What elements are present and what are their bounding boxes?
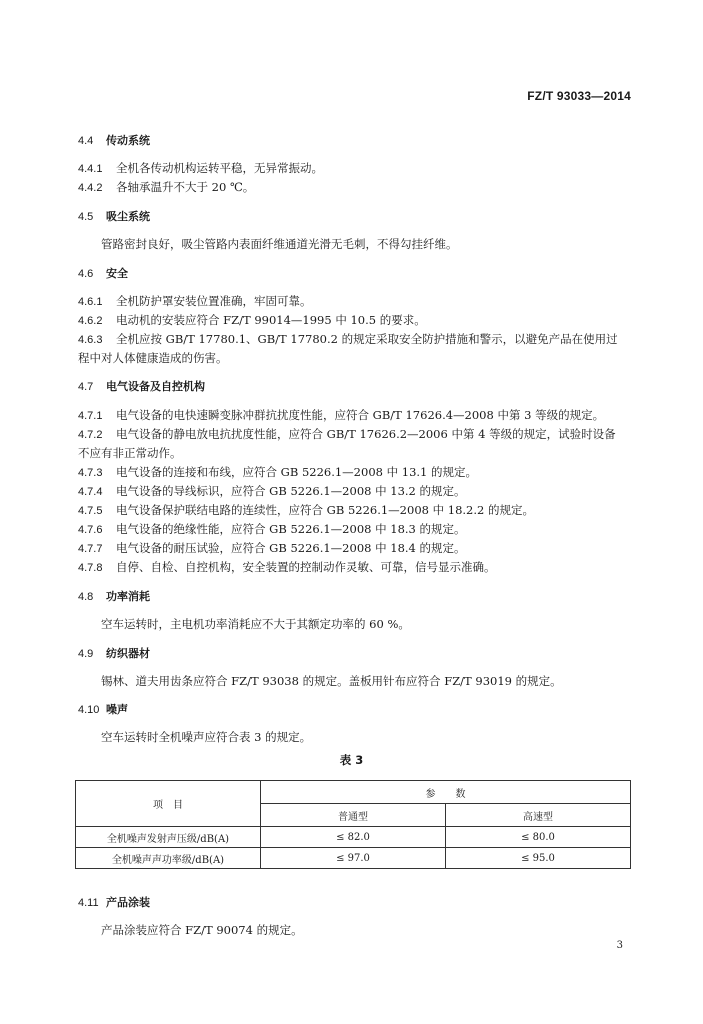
table-3-caption: 表 3 (339, 753, 364, 767)
clause-text: 全机防护罩安装位置准确，牢固可靠。 (116, 294, 312, 308)
document-id-header: FZ/T 93033—2014 (527, 89, 631, 103)
section-title: 电气设备及自控机构 (106, 380, 205, 393)
clause-text: 各轴承温升不大于 20 ℃。 (116, 180, 255, 194)
clause-text-line-1: 电气设备的静电放电抗扰度性能，应符合 GB/T 17626.2—2006 中第 4 等级的规定，试验时设备 (116, 427, 616, 441)
clause-number: 4.7.8 (78, 562, 103, 574)
section-title: 噪声 (106, 703, 128, 716)
clause-number: 4.6.1 (78, 296, 103, 308)
clause-4-6-2 (78, 311, 631, 331)
clause-4-4-1 (78, 159, 631, 179)
clause-text: 全机各传动机构运转平稳，无异常振动。 (116, 161, 323, 175)
section-number: 4.6 (78, 268, 94, 280)
section-4-10-paragraph: 空车运转时全机噪声应符合表 3 的规定。 (101, 730, 312, 744)
section-4-8-heading (78, 587, 631, 607)
section-title: 产品涂装 (106, 896, 150, 909)
table-cell-normal: ≤ 82.0 (261, 827, 446, 848)
clause-4-7-4 (78, 482, 631, 502)
clause-text: 电气设备的电快速瞬变脉冲群抗扰度性能，应符合 GB/T 17626.4—2008 中第 3 等级的规定。 (116, 408, 605, 422)
clause-text: 电动机的安装应符合 FZ/T 99014—1995 中 10.5 的要求。 (116, 313, 426, 327)
clause-number: 4.7.2 (78, 429, 103, 441)
clause-4-7-2-continuation: 不应有非正常动作。 (78, 446, 182, 460)
clause-4-7-8 (78, 558, 631, 578)
clause-number: 4.6.3 (78, 334, 103, 346)
clause-text: 电气设备保护联结电路的连续性，应符合 GB 5226.1—2008 中 18.2.2 的规定。 (116, 503, 534, 517)
table-header-high: 高速型 (446, 804, 631, 827)
clause-text: 电气设备的耐压试验，应符合 GB 5226.1—2008 中 18.4 的规定。 (116, 541, 466, 555)
clause-4-7-2 (78, 425, 631, 445)
section-4-9-heading (78, 644, 631, 664)
table-header-normal: 普通型 (261, 804, 446, 827)
section-number: 4.4 (78, 135, 94, 147)
clause-number: 4.7.5 (78, 505, 103, 517)
section-number: 4.11 (78, 897, 99, 909)
clause-text: 电气设备的连接和布线，应符合 GB 5226.1—2008 中 13.1 的规定。 (116, 465, 478, 479)
clause-4-6-1 (78, 292, 631, 312)
section-number: 4.10 (78, 704, 100, 716)
clause-number: 4.6.2 (78, 315, 103, 327)
table-header-item: 项 目 (76, 781, 261, 827)
section-4-9-paragraph: 锡林、道夫用齿条应符合 FZ/T 93038 的规定。盖板用针布应符合 FZ/T 93019 的规定。 (101, 674, 562, 688)
clause-4-7-3 (78, 463, 631, 483)
clause-number: 4.7.3 (78, 467, 103, 479)
section-4-8-paragraph: 空车运转时，主电机功率消耗应不大于其额定功率的 60 %。 (101, 617, 410, 631)
table-header-params: 参 数 (261, 781, 631, 804)
table-cell-item: 全机噪声发射声压级/dB(A) (76, 827, 261, 848)
section-4-11-paragraph: 产品涂装应符合 FZ/T 90074 的规定。 (101, 923, 303, 937)
clause-number: 4.7.1 (78, 410, 103, 422)
section-number: 4.7 (78, 381, 94, 393)
clause-4-7-5 (78, 501, 631, 521)
section-title: 安全 (106, 267, 128, 280)
section-4-6-heading (78, 264, 631, 284)
clause-number: 4.7.4 (78, 486, 103, 498)
table-row (76, 827, 631, 848)
clause-text: 自停、自检、自控机构，安全装置的控制动作灵敏、可靠，信号显示准确。 (116, 560, 496, 574)
clause-4-6-3 (78, 330, 631, 350)
clause-4-4-2 (78, 178, 631, 198)
section-title: 传动系统 (106, 134, 150, 147)
section-title: 功率消耗 (106, 590, 150, 603)
clause-text-line-1: 全机应按 GB/T 17780.1、GB/T 17780.2 的规定采取安全防护措施和警示，以避免产品在使用过 (116, 332, 618, 346)
table-cell-high: ≤ 95.0 (446, 848, 631, 869)
table-row (76, 848, 631, 869)
clause-number: 4.4.2 (78, 182, 103, 194)
clause-4-7-6 (78, 520, 631, 540)
section-number: 4.8 (78, 591, 94, 603)
table-cell-item: 全机噪声声功率级/dB(A) (76, 848, 261, 869)
clause-number: 4.7.7 (78, 543, 103, 555)
clause-number: 4.7.6 (78, 524, 103, 536)
noise-table (75, 780, 631, 869)
section-number: 4.5 (78, 211, 94, 223)
section-number: 4.9 (78, 648, 94, 660)
clause-text: 电气设备的导线标识，应符合 GB 5226.1—2008 中 13.2 的规定。 (116, 484, 466, 498)
page-number: 3 (616, 940, 623, 951)
section-4-5-paragraph: 管路密封良好，吸尘管路内表面纤维通道光滑无毛刺，不得勾挂纤维。 (101, 237, 458, 251)
table-cell-high: ≤ 80.0 (446, 827, 631, 848)
section-4-10-heading (78, 700, 631, 720)
section-4-5-heading (78, 207, 631, 227)
clause-text: 电气设备的绝缘性能，应符合 GB 5226.1—2008 中 18.3 的规定。 (116, 522, 466, 536)
section-4-11-heading (78, 893, 631, 913)
section-4-7-heading (78, 377, 631, 397)
clause-4-7-7 (78, 539, 631, 559)
section-4-4-heading (78, 131, 631, 151)
clause-4-7-1 (78, 406, 631, 426)
section-title: 纺织器材 (106, 647, 150, 660)
clause-4-6-3-continuation: 程中对人体健康造成的伤害。 (78, 351, 228, 365)
table-header-row (76, 781, 631, 804)
clause-number: 4.4.1 (78, 163, 103, 175)
table-cell-normal: ≤ 97.0 (261, 848, 446, 869)
section-title: 吸尘系统 (106, 210, 150, 223)
